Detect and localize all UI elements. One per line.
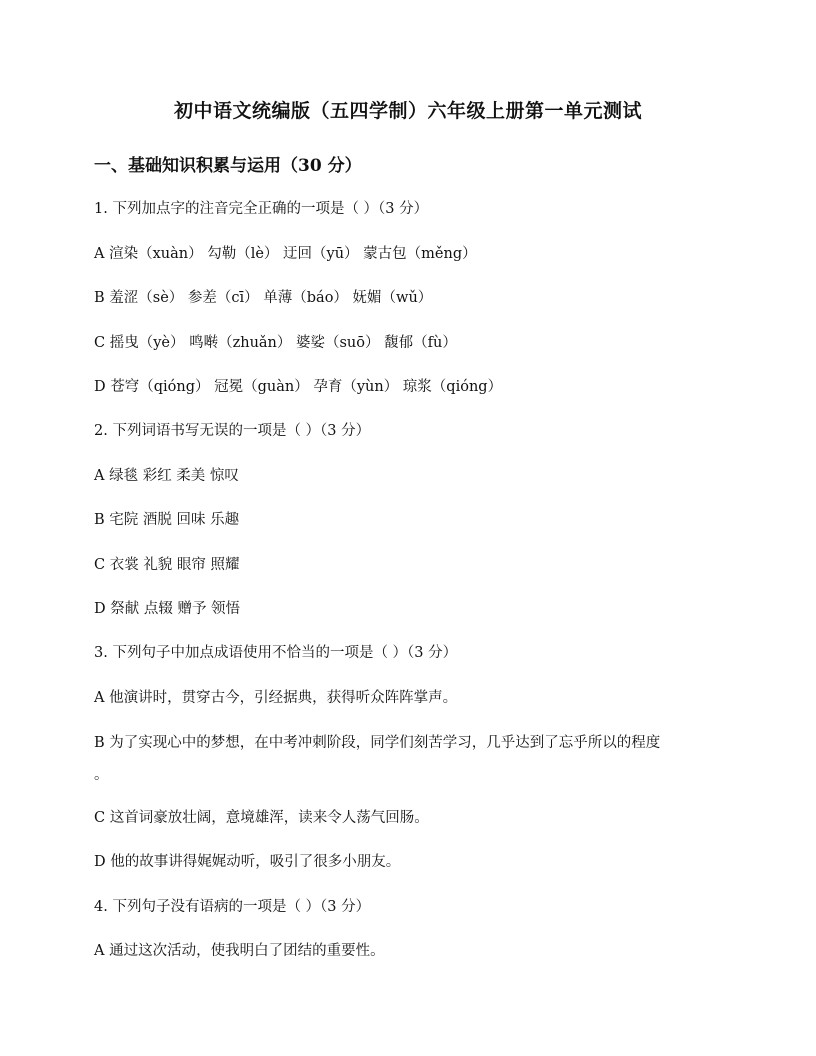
question-3-option-d: D 他的故事讲得娓娓动听，吸引了很多小朋友。: [94, 854, 401, 870]
section-heading: 一、基础知识积累与运用（30 分）: [94, 156, 362, 176]
question-1-stem: 1. 下列加点字的注音完全正确的一项是（ ）（3 分）: [94, 201, 429, 217]
question-2-option-b: B 宅院 酒脱 回味 乐趣: [94, 512, 240, 528]
question-3-option-b: B 为了实现心中的梦想，在中考冲刺阶段，同学们刻苦学习，几乎达到了忘乎所以的程度: [94, 735, 661, 751]
question-1-option-b: B 羞涩（sè） 参差（cī） 单薄（báo） 妩媚（wǔ）: [94, 290, 433, 306]
question-2-option-c: C 衣裳 礼貌 眼帘 照耀: [94, 557, 240, 573]
question-3-option-a: A 他演讲时，贯穿古今，引经据典，获得听众阵阵掌声。: [94, 690, 458, 706]
question-4-option-a: A 通过这次活动，使我明白了团结的重要性。: [94, 943, 385, 959]
question-2-option-d: D 祭献 点辍 赠予 领悟: [94, 601, 241, 617]
question-4-stem: 4. 下列句子没有语病的一项是（ ）（3 分）: [94, 899, 371, 915]
question-3-option-c: C 这首词豪放壮阔，意境雄浑，读来令人荡气回肠。: [94, 810, 429, 826]
question-3-option-b-continuation: 。: [94, 767, 109, 783]
question-1-option-d: D 苍穹（qióng） 冠冕（guàn） 孕育（yùn） 琼浆（qióng）: [94, 379, 503, 395]
question-1-option-c: C 摇曳（yè） 鸣啭（zhuǎn） 婆娑（suō） 馥郁（fù）: [94, 335, 457, 351]
question-3-stem: 3. 下列句子中加点成语使用不恰当的一项是（ ）（3 分）: [94, 645, 458, 661]
question-1-option-a: A 渲染（xuàn） 勾勒（lè） 迂回（yū） 蒙古包（měng）: [94, 246, 477, 262]
question-2-option-a: A 绿毯 彩红 柔美 惊叹: [94, 468, 239, 484]
document-title: 初中语文统编版（五四学制）六年级上册第一单元测试: [173, 100, 642, 122]
question-2-stem: 2. 下列词语书写无误的一项是（ ）（3 分）: [94, 423, 371, 439]
